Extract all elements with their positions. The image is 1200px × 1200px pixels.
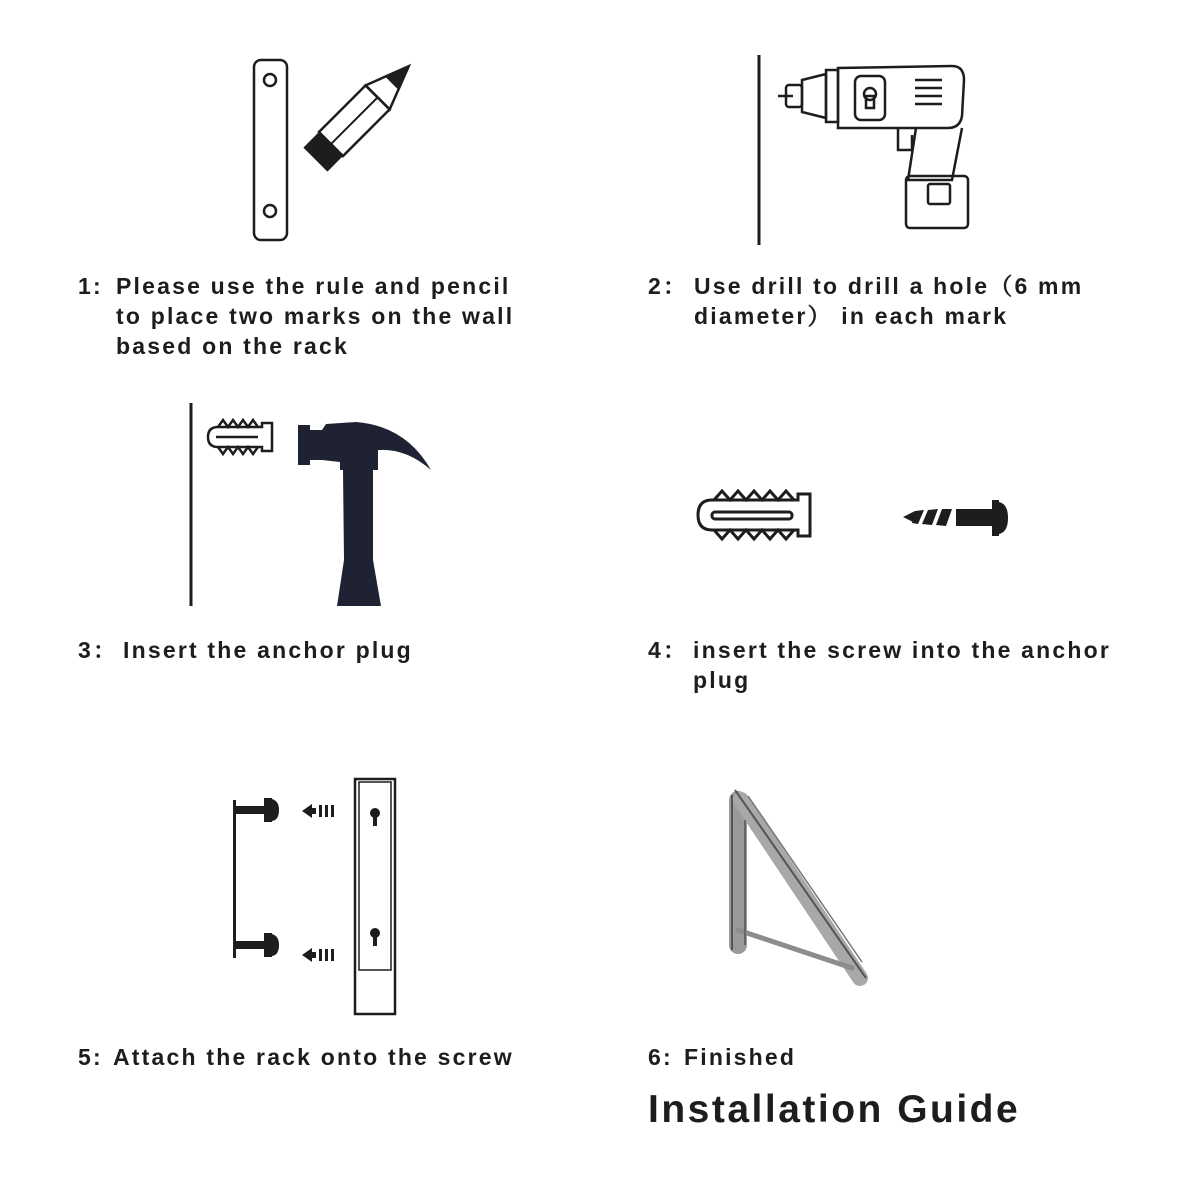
arrow-icon <box>302 948 334 962</box>
step-number: 5: <box>78 1044 103 1070</box>
step-text: Attach the rack onto the screw <box>113 1044 514 1070</box>
step-number: 1: <box>78 273 103 299</box>
step-text: insert the screw into the anchor plug <box>693 637 1112 693</box>
drill-icon <box>778 66 968 228</box>
step-text: Please use the rule and pencil to place two marks on the wall based on the rack <box>116 273 515 359</box>
step-number: 6: <box>648 1044 673 1070</box>
rack-bar-icon <box>355 779 395 1014</box>
screw-icon <box>903 500 1008 536</box>
step-text: Insert the anchor plug <box>123 637 413 663</box>
pencil-icon <box>303 54 420 171</box>
arrow-icon <box>302 804 334 818</box>
step-number: 3： <box>78 637 119 663</box>
anchor-plug-icon <box>208 420 272 454</box>
step-number: 4： <box>648 637 689 663</box>
ruler-icon <box>254 60 287 240</box>
step-1-caption <box>78 271 514 361</box>
step-text: Use drill to drill a hole（6 mm diameter） in each mark <box>694 273 1084 329</box>
step-2-caption <box>648 271 1083 331</box>
step-number: 2： <box>648 273 689 299</box>
step-5-caption <box>78 1042 514 1072</box>
anchor-plug-icon <box>698 491 810 539</box>
step-6-caption <box>648 1042 796 1072</box>
hammer-icon <box>298 422 431 606</box>
step-text: Finished <box>684 1044 797 1070</box>
page-title: Installation Guide <box>648 1088 1021 1131</box>
folded-rack-icon <box>732 790 866 978</box>
step-3-caption <box>78 635 413 665</box>
step-4-caption <box>648 635 1111 695</box>
wall-screws <box>233 798 279 958</box>
